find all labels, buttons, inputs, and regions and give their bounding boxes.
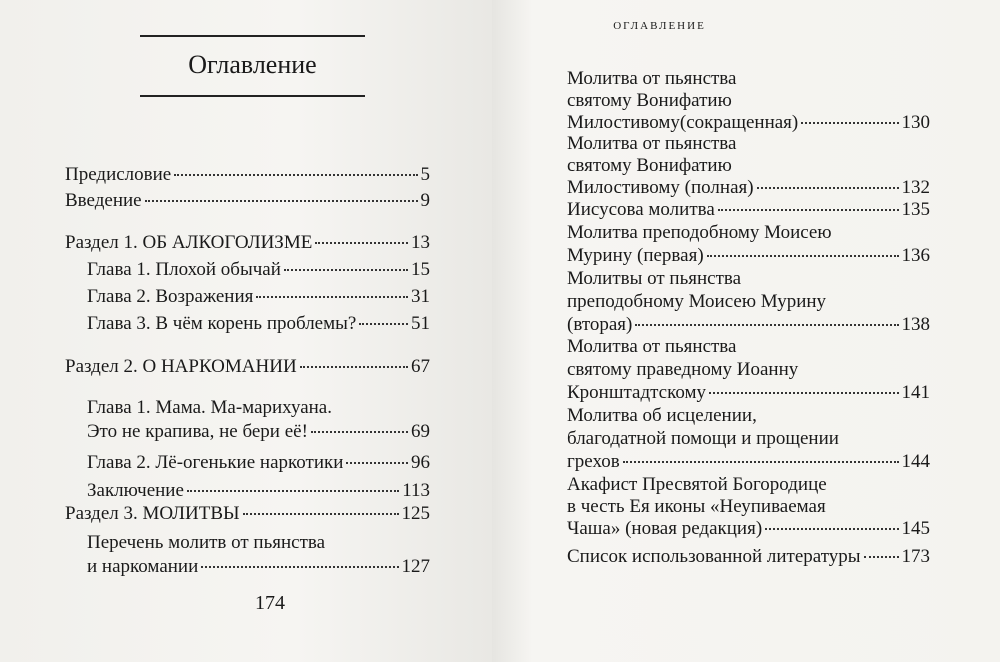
entry-line: [87, 396, 430, 420]
entry-page-number: 132: [901, 177, 930, 198]
toc-entry: [567, 133, 930, 199]
entry-title: Список использованной литературы: [567, 546, 861, 567]
entry-page-number: 67: [411, 356, 430, 377]
entry-line: [567, 381, 930, 404]
entry-line: [567, 404, 930, 427]
dot-leader: [315, 242, 408, 244]
entry-title: преподобному Моисею Мурину: [567, 291, 827, 312]
entry-line: [567, 427, 930, 450]
entry-page-number: 125: [401, 503, 430, 524]
entry-title: Это не крапива, не бери её!: [87, 421, 308, 442]
toc-entry: [87, 531, 430, 579]
entry-title: Молитва от пьянства: [567, 68, 737, 89]
entry-page-number: 127: [401, 556, 430, 577]
entry-line: [567, 450, 930, 473]
entry-title: Глава 2. Лё-огенькие наркотики: [87, 452, 344, 473]
entry-page-number: 145: [901, 518, 930, 539]
entry-title: Кронштадтскому: [567, 382, 707, 403]
entry-title: Глава 3. В чём корень проблемы?: [87, 313, 357, 334]
dot-leader: [311, 431, 408, 433]
entry-title: Глава 1. Мама. Ма-марихуана.: [87, 397, 332, 418]
entry-page-number: 144: [901, 451, 930, 472]
entry-line: [87, 312, 430, 336]
running-head: ОГЛАВЛЕНИЕ: [613, 20, 706, 32]
entry-title: Молитва преподобному Моисею: [567, 222, 832, 243]
right-page: [492, 0, 1000, 662]
entry-line: [87, 285, 430, 309]
toc-entry: [65, 502, 430, 526]
entry-title: Раздел 2. О НАРКОМАНИИ: [65, 356, 297, 377]
entry-title: Заключение: [87, 480, 184, 501]
entry-title: Молитва от пьянства: [567, 336, 737, 357]
toc-entry: [65, 189, 430, 213]
entry-line: [567, 496, 930, 518]
toc-entry: [567, 474, 930, 540]
entry-title: святому Вонифатию: [567, 155, 732, 176]
entry-line: [567, 177, 930, 199]
entry-title: святому праведному Иоанну: [567, 359, 799, 380]
toc-entry: [87, 451, 430, 475]
entry-title: грехов: [567, 451, 620, 472]
dot-leader: [864, 556, 899, 558]
dot-leader: [300, 366, 408, 368]
entry-title: Милостивому (полная): [567, 177, 754, 198]
entry-page-number: 13: [411, 232, 430, 253]
toc-entry: [65, 231, 430, 255]
entry-title: святому Вонифатию: [567, 90, 732, 111]
toc-entry: [87, 258, 430, 282]
entry-line: [567, 474, 930, 496]
entry-page-number: 9: [420, 190, 430, 211]
entry-title: благодатной помощи и прощении: [567, 428, 839, 449]
toc-entry: [567, 198, 930, 222]
dot-leader: [709, 392, 898, 394]
toc-entry: [87, 479, 430, 503]
entry-title: в честь Ея иконы «Неупиваемая: [567, 496, 826, 517]
entry-line: [567, 335, 930, 358]
dot-leader: [174, 174, 417, 176]
entry-line: [87, 531, 430, 555]
toc-entry: [65, 355, 430, 379]
entry-title: Иисусова молитва: [567, 199, 715, 220]
entry-page-number: 130: [901, 112, 930, 133]
entry-page-number: 138: [901, 314, 930, 335]
entry-page-number: 15: [411, 259, 430, 280]
title-rule-bottom: [140, 95, 365, 97]
entry-line: [567, 198, 930, 222]
entry-line: [567, 221, 930, 244]
entry-line: [65, 189, 430, 213]
entry-title: Акафист Пресвятой Богородице: [567, 474, 827, 495]
dot-leader: [635, 324, 898, 326]
entry-line: [567, 112, 930, 134]
entry-line: [567, 518, 930, 540]
entry-page-number: 113: [402, 480, 430, 501]
dot-leader: [359, 323, 408, 325]
entry-line: [65, 355, 430, 379]
toc-entry: [567, 267, 930, 336]
entry-line: [567, 267, 930, 290]
entry-title: Молитва от пьянства: [567, 133, 737, 154]
dot-leader: [707, 255, 899, 257]
dot-leader: [623, 461, 899, 463]
entry-line: [567, 545, 930, 569]
entry-line: [65, 163, 430, 187]
entry-line: [567, 155, 930, 177]
dot-leader: [145, 200, 418, 202]
entry-line: [65, 231, 430, 255]
dot-leader: [801, 122, 898, 124]
dot-leader: [757, 187, 899, 189]
entry-title: Милостивому(сокращенная): [567, 112, 799, 133]
entry-title: Молитвы от пьянства: [567, 268, 742, 289]
entry-title: и наркомании: [87, 556, 199, 577]
dot-leader: [187, 490, 399, 492]
entry-title: Предисловие: [65, 164, 172, 185]
entry-line: [567, 90, 930, 112]
entry-title: Глава 1. Плохой обычай: [87, 259, 281, 280]
entry-line: [567, 244, 930, 267]
toc-entry: [567, 221, 930, 267]
toc-entry: [87, 396, 430, 444]
left-page: [0, 0, 492, 662]
entry-title: Глава 2. Возражения: [87, 286, 254, 307]
entry-page-number: 69: [411, 421, 430, 442]
dot-leader: [346, 462, 408, 464]
toc-entry: [87, 285, 430, 309]
toc-entry: [87, 312, 430, 336]
entry-line: [87, 451, 430, 475]
entry-line: [65, 502, 430, 526]
toc-entry: [567, 545, 930, 569]
dot-leader: [284, 269, 408, 271]
entry-line: [567, 358, 930, 381]
entry-title: Раздел 3. МОЛИТВЫ: [65, 503, 240, 524]
entry-line: [567, 313, 930, 336]
toc-entry: [567, 68, 930, 134]
entry-title: Перечень молитв от пьянства: [87, 532, 326, 553]
toc-entry: [567, 404, 930, 473]
entry-title: Введение: [65, 190, 142, 211]
entry-line: [87, 555, 430, 579]
entry-page-number: 31: [411, 286, 430, 307]
entry-page-number: 96: [411, 452, 430, 473]
entry-page-number: 141: [901, 382, 930, 403]
entry-line: [567, 290, 930, 313]
entry-line: [567, 133, 930, 155]
entry-title: Чаша» (новая редакция): [567, 518, 763, 539]
toc-title: Оглавление: [188, 50, 317, 79]
entry-page-number: 51: [411, 313, 430, 334]
dot-leader: [201, 566, 398, 568]
entry-title: Раздел 1. ОБ АЛКОГОЛИЗМЕ: [65, 232, 313, 253]
entry-title: Мурину (первая): [567, 245, 704, 266]
dot-leader: [256, 296, 408, 298]
dot-leader: [765, 528, 898, 530]
entry-page-number: 136: [901, 245, 930, 266]
entry-page-number: 5: [420, 164, 430, 185]
entry-line: [87, 420, 430, 444]
entry-line: [87, 258, 430, 282]
dot-leader: [718, 209, 899, 211]
entry-page-number: 135: [901, 199, 930, 220]
toc-entry: [65, 163, 430, 187]
entry-title: (вторая): [567, 314, 633, 335]
toc-entry: [567, 335, 930, 404]
entry-line: [567, 68, 930, 90]
page-number: 174: [255, 592, 285, 614]
entry-page-number: 173: [901, 546, 930, 567]
title-rule-top: [140, 35, 365, 37]
dot-leader: [243, 513, 399, 515]
entry-line: [87, 479, 430, 503]
entry-title: Молитва об исцелении,: [567, 405, 757, 426]
